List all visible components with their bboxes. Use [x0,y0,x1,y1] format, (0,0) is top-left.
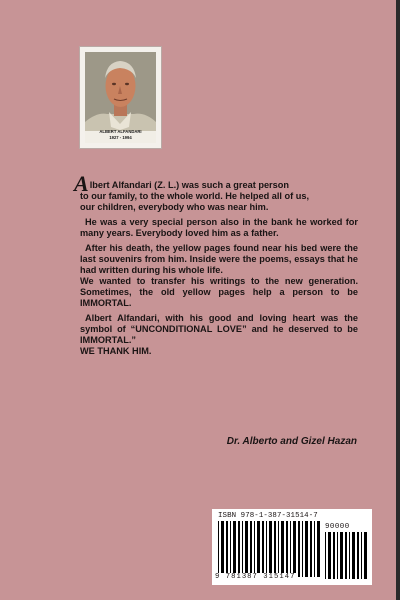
barcode-bar [357,532,359,579]
barcode-bar [293,521,296,577]
paragraph-6: WE THANK HIM. [80,346,152,356]
barcode-bar [328,532,331,579]
barcode-bar [257,521,260,577]
paragraph-2: He was a very special person also in the bank he worked for many years. Everybody loved him as a father. [80,217,358,238]
barcode-bar [340,532,343,579]
barcode-bar [245,521,248,577]
barcode-bar [325,532,326,579]
barcode-bar [349,532,350,579]
paragraph-5: Albert Alfandari, with his good and loving heart was the symbol of “UNCONDITIONAL LOVE” and he deserved to be IMMORTAL.” [80,313,358,345]
photo-caption-years: 1927 - 1994 [109,135,132,140]
barcode-bar [286,521,288,577]
paragraph-1-line-2: to our family, to the whole world. He helped all of us, [80,191,310,201]
price-addon-number: 90000 [325,523,350,531]
barcode-bar [254,521,255,577]
barcode-bar [302,521,303,577]
ean-digits: 9 781387 315147 [215,573,296,581]
portrait-image [85,52,156,143]
ean-barcode-bars [218,521,322,577]
barcode-bar [305,521,308,577]
dedication-text [74,171,358,357]
barcode-bar [337,532,338,579]
portrait-photo [80,47,161,148]
page-edge [396,0,400,600]
isbn-barcode [212,509,372,585]
barcode-bar [317,521,320,577]
drop-cap: A [74,171,89,196]
paragraph-3: After his death, the yellow pages found near his bed were the last souvenirs from him. Inside were the poems, essays that he had written during his whole life. [80,243,358,275]
barcode-bar [233,521,236,577]
barcode-bar [290,521,291,577]
signature: Dr. Alberto and Gizel Hazan [226,436,357,447]
barcode-bar [278,521,279,577]
barcode-bar [361,532,362,579]
addon-barcode-bars [325,532,367,579]
barcode-bar [345,532,347,579]
paragraph-4: We wanted to transfer his writings to the new generation. Sometimes, the old yellow pages help a person to be IMMORTAL. [80,276,358,308]
paragraph-1-line-1-text: lbert Alfandari (Z. L.) was such a great person [89,180,289,190]
barcode-bar [364,532,367,579]
barcode-bar [218,521,219,577]
barcode-bar [242,521,243,577]
barcode-bar [226,521,228,577]
barcode-bar [298,521,300,577]
barcode-bar [230,521,231,577]
barcode-bar [274,521,276,577]
photo-caption-name: ALBERT ALFANDARI [99,129,142,134]
barcode-bar [333,532,335,579]
barcode-bar [262,521,264,577]
barcode-bar [352,532,355,579]
barcode-bar [281,521,284,577]
barcode-bar [314,521,315,577]
barcode-bar [266,521,267,577]
barcode-bar [221,521,224,577]
barcode-bar [310,521,312,577]
paragraph-1-line-3: our children, everybody who was near him. [80,202,269,212]
barcode-bar [269,521,272,577]
isbn-number: ISBN 978-1-387-31514-7 [218,512,318,520]
barcode-bar [250,521,252,577]
barcode-bar [238,521,240,577]
